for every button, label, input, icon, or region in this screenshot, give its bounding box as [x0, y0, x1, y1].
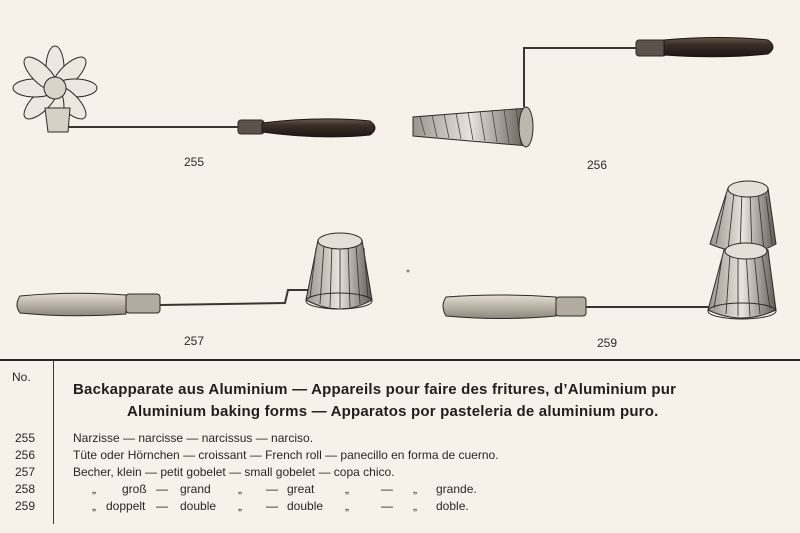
row-dash: —	[156, 482, 168, 496]
ditto-mark: „	[92, 482, 96, 496]
figure-257-small-goblet-former	[17, 233, 372, 316]
row-dash: —	[156, 499, 168, 513]
number-column-header: No.	[12, 370, 31, 384]
row-description: Narzisse — narcisse — narcissus — narciso.	[73, 431, 314, 445]
row-number: 256	[15, 448, 36, 462]
row-word: double	[180, 499, 217, 513]
column-divider	[53, 361, 54, 524]
row-dash: —	[266, 482, 278, 496]
ditto-mark: „	[345, 482, 349, 496]
ditto-mark: „	[238, 499, 242, 513]
row-dash: —	[381, 499, 393, 513]
figure-259-double-goblet-former	[443, 181, 776, 319]
table-title-line-2: Aluminium baking forms — Apparatos por pasteleria de aluminium puro.	[127, 403, 659, 420]
row-number: 255	[15, 431, 36, 445]
row-description: Tüte oder Hörnchen — croissant — French roll — panecillo en forma de cuerno.	[73, 448, 499, 462]
row-dash: —	[266, 499, 278, 513]
speck	[407, 270, 410, 273]
ditto-mark: „	[345, 499, 349, 513]
table-top-rule	[0, 359, 800, 361]
figure-number-259: 259	[597, 336, 618, 350]
row-word: doppelt	[106, 499, 146, 513]
row-word: doble.	[436, 499, 469, 513]
figure-number-255: 255	[184, 155, 205, 169]
row-dash: —	[381, 482, 393, 496]
row-word: great	[287, 482, 315, 496]
row-word: groß	[122, 482, 147, 496]
figure-number-256: 256	[587, 158, 608, 172]
row-number: 257	[15, 465, 36, 479]
row-description: Becher, klein — petit gobelet — small gobelet — copa chico.	[73, 465, 395, 479]
row-word: double	[287, 499, 324, 513]
table-title-line-1: Backapparate aus Aluminium — Appareils pour faire des fritures, d’Aluminium pur	[73, 381, 677, 398]
figure-255-narcissus-former	[13, 46, 375, 137]
figure-number-257: 257	[184, 334, 205, 348]
row-word: grand	[180, 482, 211, 496]
ditto-mark: „	[92, 499, 96, 513]
figure-256-cone-former	[413, 38, 773, 148]
row-number: 259	[15, 499, 36, 513]
row-number: 258	[15, 482, 36, 496]
ditto-mark: „	[413, 499, 417, 513]
ditto-mark: „	[238, 482, 242, 496]
ditto-mark: „	[413, 482, 417, 496]
row-word: grande.	[436, 482, 477, 496]
